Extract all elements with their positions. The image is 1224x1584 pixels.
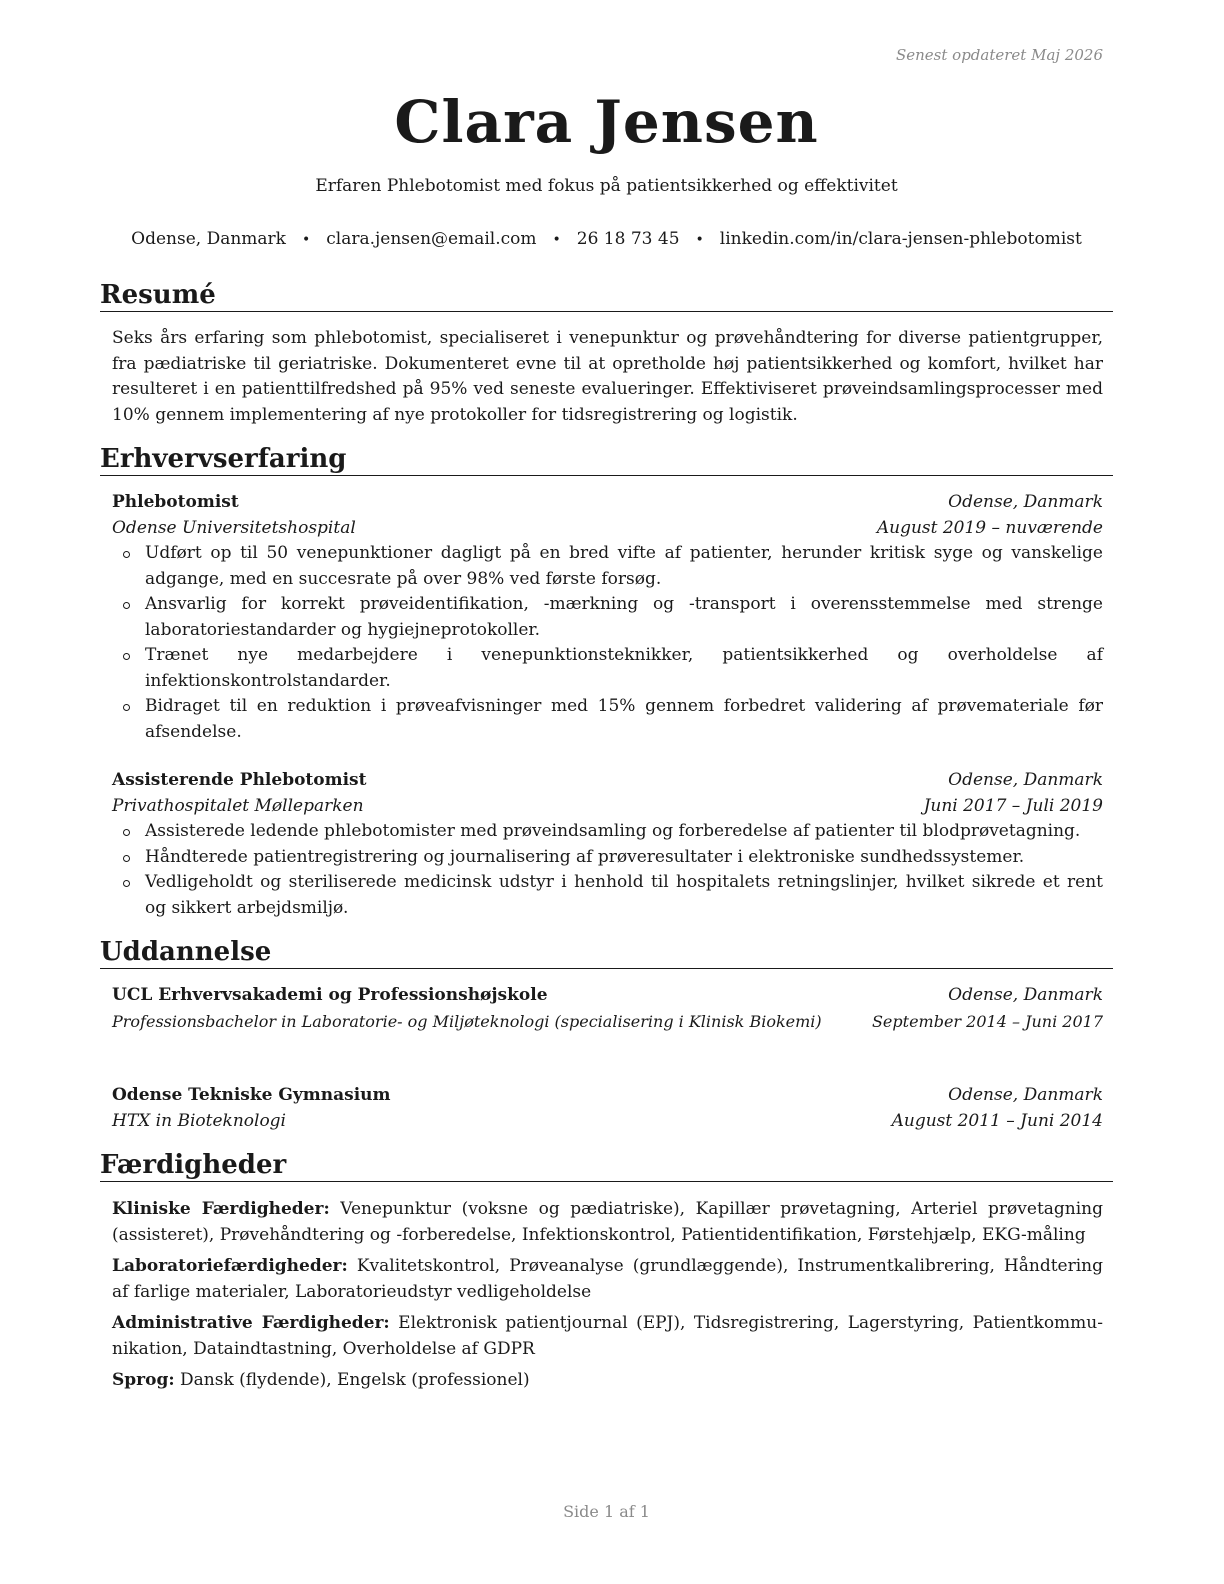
summary-text: Seks års erfaring som phlebotomist, specialiseret i venepunktur og prøvehåndtering for diverse patientgrupper, fra pædiatriske til geriatriske. Dokumenteret evne til at opretholde høj patientsikkerhed og komfort, hvilket har resulteret i en patienttilfredshed på 95% ved seneste evalueringer. Effektiviseret prøveindsamlingsprocesser med 10% gennem implementering af nye protokoller for tidsregistrering og logistik. [112, 328, 1103, 425]
skill-label: Kliniske Færdigheder: [112, 1199, 330, 1219]
location: Odense, Danmark [131, 229, 286, 249]
job-location: Odense, Danmark [948, 492, 1103, 512]
section-title-skills: Færdigheder [100, 1150, 1113, 1182]
skill-label: Administrative Færdigheder: [112, 1313, 390, 1333]
education-period: August 2011 – Juni 2014 [891, 1110, 1103, 1131]
job-employer: Privathospitalet Mølleparken [112, 795, 364, 816]
job-bullets [112, 541, 1103, 745]
circle-bullet-icon [123, 704, 130, 711]
job-period: August 2019 – nuværende [876, 517, 1103, 538]
contact-line [100, 229, 1113, 249]
tagline: Erfaren Phlebotomist med fokus på patientsikkerhed og effektivitet [315, 176, 898, 196]
skill-text: Dansk (flydende), Engelsk (professionel) [180, 1370, 530, 1390]
skill-label: Sprog: [112, 1370, 175, 1390]
list-item: Håndterede patientregistrering og journalisering af prøveresultater i elektroniske sundhedssystemer. [112, 845, 1103, 871]
list-item: Trænet nye medarbejdere i venepunktionsteknikker, patientsikkerhed og overholdelse af infektionskontrolstandarder. [112, 643, 1103, 694]
section-title-education: Uddannelse [100, 937, 1113, 969]
skills-list [112, 1197, 1103, 1400]
candidate-name: Clara Jensen [394, 88, 819, 156]
circle-bullet-icon [123, 855, 130, 862]
school-location: Odense, Danmark [948, 985, 1103, 1005]
bullet-separator: • [301, 232, 311, 248]
school-location: Odense, Danmark [948, 1085, 1103, 1105]
linkedin-link[interactable]: linkedin.com/in/clara-jensen-phlebotomist [719, 229, 1082, 249]
skill-text: Venepunktur (voksne og pædiatriske), Kapillær prøvetagning, Arteriel prøvetagning (assisteret), Prøvehåndtering og -forberedelse, Infektionskontrol, Patientidentifikation, Førstehjælp, EKG-måling [112, 1199, 1104, 1245]
job-location: Odense, Danmark [948, 770, 1103, 790]
job-bullets [112, 819, 1103, 921]
circle-bullet-icon [123, 602, 130, 609]
list-item: Ansvarlig for korrekt prøveidentifikation, -mærkning og -transport i overensstemmelse med strenge laboratoriestandarder og hygiejneprotokoller. [112, 592, 1103, 643]
section-title-summary: Resumé [100, 280, 1113, 312]
list-item: Bidraget til en reduktion i prøveafvisninger med 15% gennem forbedret validering af prøvemateriale før afsendelse. [112, 694, 1103, 745]
school-name: Odense Tekniske Gymnasium [112, 1085, 391, 1105]
school-name: UCL Erhvervsakademi og Professionshøjskole [112, 985, 548, 1005]
job-role: Assisterende Phlebotomist [112, 770, 367, 790]
skill-label: Laboratoriefærdigheder: [112, 1256, 348, 1276]
job-entry [112, 490, 1103, 745]
last-updated: Senest opdateret Maj 2026 [895, 46, 1103, 64]
degree: Professionsbachelor in Laboratorie- og Miljøteknologi (specialisering i Klinisk Biokemi) [112, 1011, 822, 1031]
job-employer: Odense Universitetshospital [112, 517, 356, 538]
education-entry [112, 983, 1103, 1034]
page-number: Side 1 af 1 [563, 1502, 650, 1521]
list-item: Udført op til 50 venepunktioner dagligt på en bred vifte af patienter, herunder kritisk syge og vanskelige adgange, med en succesrate på over 98% ved første forsøg. [112, 541, 1103, 592]
list-item: Vedligeholdt og steriliserede medicinsk udstyr i henhold til hospitalets retningslinjer, hvilket sikrede et rent og sikkert arbejdsmiljø. [112, 870, 1103, 921]
section-title-experience: Erhvervserfaring [100, 444, 1113, 476]
job-entry [112, 768, 1103, 921]
job-role: Phlebotomist [112, 492, 239, 512]
skill-group [112, 1254, 1103, 1305]
phone: 26 18 73 45 [576, 229, 680, 249]
resume-page [100, 0, 1113, 1584]
circle-bullet-icon [123, 880, 130, 887]
education-period: September 2014 – Juni 2017 [871, 1011, 1103, 1031]
bullet-separator: • [695, 232, 704, 248]
bullet-separator: • [552, 232, 561, 248]
email-link[interactable]: clara.jensen@email.com [326, 229, 537, 249]
skill-group [112, 1311, 1103, 1362]
job-period: Juni 2017 – Juli 2019 [923, 795, 1103, 816]
degree: HTX in Bioteknologi [112, 1110, 286, 1131]
skill-text: Kvalitetskontrol, Prøveanalyse (grundlæggende), Instrumentkalibrering, Håndtering af farlige materialer, Laboratorieudstyr vedligeholdelse [112, 1256, 1104, 1302]
circle-bullet-icon [123, 829, 130, 836]
circle-bullet-icon [123, 551, 130, 558]
circle-bullet-icon [123, 653, 130, 660]
list-item: Assisterede ledende phlebotomister med prøveindsamling og forberedelse af patienter til blodprøvetagning. [112, 819, 1103, 845]
education-entry [112, 1083, 1103, 1134]
skill-text: Elektronisk patientjournal (EPJ), Tidsregistrering, Lagerstyring, Patientkommunikation, Dataindtastning, Overholdelse af GDPR [112, 1313, 1103, 1359]
skill-group [112, 1197, 1103, 1248]
skill-group [112, 1368, 1103, 1394]
